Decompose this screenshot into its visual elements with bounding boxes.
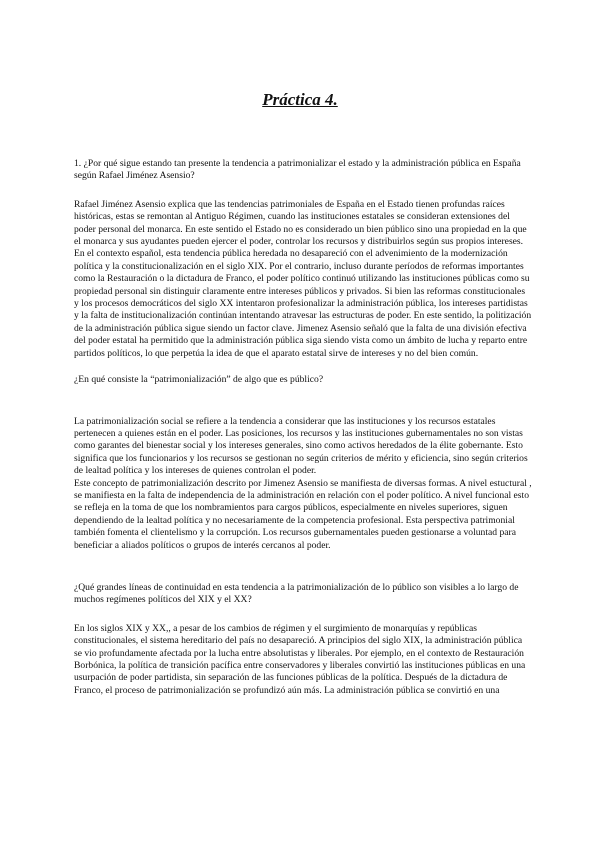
document-body <box>74 158 532 697</box>
question-3: ¿Qué grandes líneas de continuidad en esta tendencia a la patrimonialización de lo público son visibles a lo largo de muchos regímenes políticos del XIX y el XX? <box>74 581 519 606</box>
title-container <box>0 88 600 112</box>
page-title: Práctica 4. <box>262 90 338 109</box>
question-1: 1. ¿Por qué sigue estando tan presente la tendencia a patrimonializar el estado y la administración pública en España según Rafael Jiménez Asensio? <box>74 158 521 182</box>
answer-2-paragraph-1: La patrimonialización social se refiere a la tendencia a considerar que las instituciones y los recursos estatales pertenecen a quienes están en el poder. Las posiciones, los recursos y las instituciones gubernamentales no son vistas como garantes del bienestar social y los intereses generales, sino como activos heredados de la élite gobernante. Esto significa que los funcionarios y los recursos se gestionan no según criterios de mérito y eficiencia, sino según criterios de lealtad política y los intereses de quienes controlan el poder. <box>74 415 528 477</box>
answer-2-paragraph-2: Este concepto de patrimonialización descrito por Jimenez Asensio se manifiesta de diversas formas. A nivel estuctural , se manifiesta en la falta de independencia de la administración en relación con el poder político. A nivel funcional esto se refleja en la toma de que los nombramientos para cargos públicos, especialmente en niveles superiores, siguen dependiendo de la lealtad política y no necesariamente de la competencia profesional. Esta perspectiva patrimonial también fomenta el clientelismo y la corrupción. Los recursos gubernamentales pueden gestionarse a voluntad para beneficiar a aliados políticos o grupos de interés cercanos al poder. <box>74 477 532 551</box>
question-2: ¿En qué consiste la “patrimonialización” de algo que es público? <box>74 374 324 386</box>
answer-1-paragraph: Rafael Jiménez Asensio explica que las tendencias patrimoniales de España en el Estado tienen profundas raíces históricas, estas se remontan al Antiguo Régimen, cuando las instituciones estatales se consideran extensiones del poder personal del monarca. En este sentido el Estado no es considerado un bien público sino una propiedad en la que el monarca y sus ayudantes pueden ejercer el poder, controlar los recursos y distribuirlos según sus propios intereses. En el contexto español, esta tendencia pública heredada no desapareció con el advenimiento de la modernización política y la constitucionalización en el siglo XIX. Por el contrario, incluso durante períodos de reformas importantes como la Restauración o la dictadura de Franco, el poder político continuó utilizando las instituciones públicas como su propiedad personal sin distinguir claramente entre intereses públicos y privados. Si bien las reformas constitucionales y los procesos democráticos del siglo XX intentaron profesionalizar la administración pública, los intereses partidistas y la falta de institucionalización continúan intentando atravesar las estructuras de poder. En este sentido, la politización de la administración pública sigue siendo un factor clave. Jimenez Asensio señaló que la falta de una división efectiva del poder estatal ha permitido que la administración pública siga siendo vista como un ámbito de lucha y reparto entre partidos políticos, lo que perpetúa la idea de que el aparato estatal sirve de intereses y no del bien común. <box>74 198 532 359</box>
answer-3-paragraph: En los siglos XIX y XX,, a pesar de los cambios de régimen y el surgimiento de monarquías y repúblicas constitucionales, el sistema hereditario del país no desapareció. A principios del siglo XIX, la administración pública se vio profundamente afectada por la lucha entre absolutistas y liberales. Por ejemplo, en el contexto de Restauración Borbónica, la política de transición pacífica entre conservadores y liberales convirtió las instituciones públicas en una usurpación de poder partidista, sin separación de las funciones públicas de la política. Después de la dictadura de Franco, el proceso de patrimonialización se profundizó aún más. La administración pública se convirtió en una <box>74 622 526 696</box>
